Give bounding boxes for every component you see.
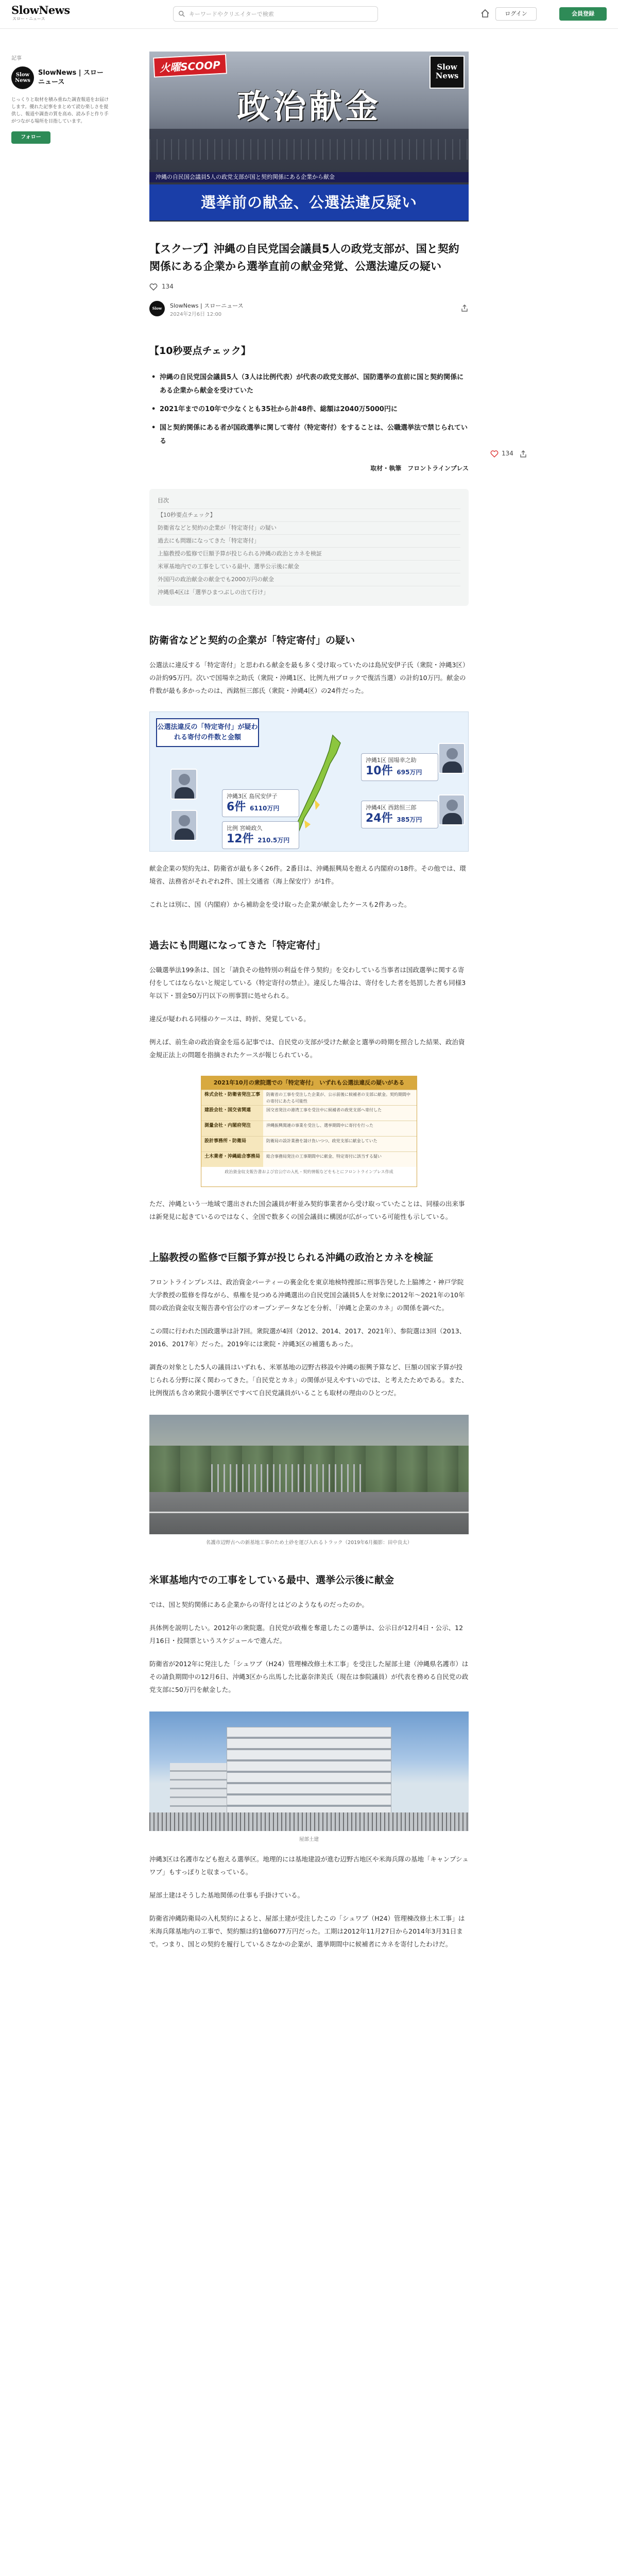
- summary-point: • 2021年までの10年で少なくとも35社から計48件、総額は2040万5000円に: [149, 403, 469, 416]
- table-row: [201, 1090, 417, 1105]
- scoop-badge: 火曜SCOOP: [153, 54, 227, 77]
- photo-caption: 屋部土建: [299, 1837, 319, 1842]
- table-of-contents: [149, 489, 469, 606]
- paragraph: 調査の対象とした5人の議員はいずれも、米軍基地の辺野古移設や沖縄の振興予算など、巨額の国家予算が投じられる分野に深く関わってきた。「自民党とカネ」の関係が見えやすいのでは、と考えたためである。また、比例復活も含め衆院小選挙区ですべて自民党議員がいることも取材の理由のひとつだ。: [149, 1363, 468, 1397]
- hero-title: 政治献金: [237, 88, 381, 126]
- specific-donation-table: [201, 1076, 417, 1187]
- side-reactions: [490, 448, 593, 460]
- paragraph: 公職選挙法199条は、国と「請負その他特別の利益を伴う契約」を交わしている当事者は国政選挙に関する寄付をしてはならないと規定している（特定寄付の禁止）。違反した場合は、寄付をした者を処罰した者も同様3年以下・罰金50万円以下の刑事罰に処せられる。: [149, 966, 466, 999]
- like-count: 134: [162, 283, 174, 290]
- logo-text: SlowNews: [11, 4, 70, 16]
- stat-label: 沖縄4区 西銘恒三郎: [366, 804, 417, 811]
- author-name[interactable]: SlowNews | スローニュース: [170, 302, 244, 309]
- toc-item[interactable]: 【10秒要点チェック】: [158, 509, 460, 521]
- table-cell: 総合事務局発注の工事期間中に献金、特定寄付に該当する疑い: [263, 1152, 417, 1167]
- table-cell-head: 設計事務所・防衛局: [201, 1137, 263, 1151]
- toc-item[interactable]: 外国円の政治献金の献金でも2000万円の献金: [158, 573, 460, 586]
- section-heading: 過去にも問題になってきた「特定寄付」: [149, 940, 326, 951]
- stat-card: [361, 753, 438, 781]
- avatar[interactable]: [11, 66, 34, 89]
- follow-button[interactable]: フォロー: [11, 131, 50, 144]
- paragraph: 防衛省が2012年に発注した「シュワブ（H24）管理棟改修土木工事」を受注した屋部土建（沖縄県名護市）はその請負期間中の12月6日、沖縄3区から出馬した比嘉奈津美氏（現在は参院議員）が代表を務める自民党の政党支部に50万円を献金した。: [149, 1660, 469, 1693]
- login-button[interactable]: ログイン: [495, 7, 537, 21]
- paragraph: この間に行われた国政選挙は計7回。衆院選が4回（2012、2014、2017、2021年）、参院選は3回（2013、2016、2017年）だった。2019年には衆院・沖縄3区の補選もあった。: [149, 1327, 466, 1348]
- avatar-text: Slow News: [15, 72, 30, 83]
- byline: 取材・執筆 フロントラインプレス: [370, 465, 469, 472]
- paragraph: では、国と契約関係にある企業からの寄付とはどのようなものだったのか。: [149, 1601, 369, 1608]
- photo-fence: [149, 1812, 469, 1831]
- toc-item[interactable]: 米軍基地内での工事をしている最中、選挙公示後に献金: [158, 560, 460, 573]
- chart-title: 公選法違反の「特定寄付」が疑われる寄付の件数と金額: [156, 718, 259, 747]
- share-icon[interactable]: [460, 304, 469, 312]
- hero-strip: 沖縄の自民国会議員5人の政党支部が国と契約関係にある企業から献金: [149, 172, 469, 182]
- home-icon[interactable]: [480, 8, 490, 19]
- politician-photo: [438, 794, 465, 825]
- search-box[interactable]: [173, 6, 378, 22]
- stat-label: 沖縄3区 島尻安伊子: [227, 793, 278, 800]
- article-main: [149, 52, 469, 1951]
- stat-value: [362, 764, 438, 779]
- toc-item[interactable]: 沖縄県4区は「選挙ひまつぶしの出て行け」: [158, 586, 460, 599]
- stat-amount: 6110万円: [249, 805, 280, 812]
- stat-card: [222, 821, 299, 849]
- sidebar: [11, 54, 109, 144]
- sidebar-profile[interactable]: [11, 66, 109, 94]
- sidebar-label: 記事: [11, 56, 22, 61]
- toc-heading: 目次: [158, 497, 169, 504]
- table-title: 2021年10月の衆院選での「特定寄付」 いずれも公選法違反の疑いがある: [201, 1076, 417, 1090]
- paragraph: 防衛省沖縄防衛局の入札契約によると、屋部土建が受注したこの「シュワブ（H24）管理棟改修土木工事」は米海兵隊基地内の工事で、契約額は約1億6077万円だった。工期は2012年11月27日から2014年3月31日まで。つまり、国との契約を履行しているさなかの企業が、選挙期間中に候補者にカネを寄付したわけだ。: [149, 1914, 465, 1948]
- paragraph: これとは別に、国（内閣府）から補助金を受け取った企業が献金したケースも2件あった。: [149, 901, 411, 908]
- politician-photo: [438, 743, 465, 774]
- toc-item[interactable]: 防衛省などと契約の企業が「特定寄付」の疑い: [158, 521, 460, 534]
- table-row: [201, 1151, 417, 1167]
- politician-photo: [170, 769, 197, 800]
- signup-button[interactable]: 会員登録: [559, 7, 607, 21]
- table-row: [201, 1121, 417, 1136]
- table-cell: 防衛局の設計業務を請け負いつつ、政党支部に献金していた: [263, 1137, 417, 1151]
- hero-headline: 選挙前の献金、公選法違反疑い: [149, 184, 469, 221]
- paragraph: ただ、沖縄という一地域で選出された国会議員が軒並み契約事業者から受け取っていたことは、同様の出来事は新発見に起きているのではなく、全国で数多くの国会議員に構図が広がっている可能性も示している。: [149, 1200, 465, 1221]
- stat-amount: 385万円: [397, 816, 422, 823]
- table-cell-head: 土木業者・沖縄総合事務局: [201, 1152, 263, 1167]
- slownews-badge: Slow News: [430, 56, 465, 89]
- side-like-count: 134: [502, 450, 513, 457]
- stat-label: 沖縄1区 国場幸之助: [366, 757, 417, 764]
- heart-icon[interactable]: [149, 283, 158, 291]
- photo-road: [149, 1492, 469, 1534]
- photo-gate: [211, 1464, 366, 1493]
- paragraph: 献金企業の契約先は、防衛省が最も多く26件。2番目は、沖縄振興局を抱える内閣府の18件。その他では、環境省、法務省がそれぞれ2件、国土交通省（海上保安庁）が1件。: [149, 865, 466, 885]
- table-cell-head: 測量会社・内閣府発注: [201, 1121, 263, 1136]
- summary-points: [149, 371, 469, 448]
- share-icon[interactable]: [519, 450, 527, 458]
- section-heading: 上脇教授の監修で巨額予算が投じられる沖縄の政治とカネを検証: [149, 1252, 434, 1263]
- paragraph: フロントラインプレスは、政治資金パーティーの裏金化を東京地検特捜部に刑事告発した上脇博之・神戸学院大学教授の監修を得ながら、県権を見つめる沖縄選出の自民党国会議員5人を対象に2012年〜2021年の10年間の政治資金収支報告書や官公庁のオープンデータなどを分析、「沖縄と企業のカネ」の関係を調べた。: [149, 1278, 465, 1312]
- paragraph: 屋部土建はそうした基地関係の仕事も手掛けている。: [149, 1891, 304, 1899]
- top-bar: [0, 0, 618, 29]
- stat-card: [361, 801, 438, 828]
- politician-photo: [170, 810, 197, 841]
- section-heading: 防衛省などと契約の企業が「特定寄付」の疑い: [149, 635, 355, 646]
- summary-point: • 国と契約関係にある者が国政選挙に関して寄付（特定寄付）をすることは、公職選挙法で禁じられている: [149, 421, 469, 448]
- search-input[interactable]: [189, 9, 372, 19]
- stat-count: 24件: [366, 812, 393, 825]
- henoko-truck-photo: [149, 1415, 469, 1534]
- table-cell: 防衛省の工事を受注した企業が、公示前後に候補者の支部に献金。契約期間中の寄付にあたる可能性: [263, 1090, 417, 1105]
- table-cell-head: 建設会社・国交省関連: [201, 1106, 263, 1121]
- photo-building: [227, 1727, 391, 1815]
- donation-chart: [149, 711, 469, 852]
- stat-count: 12件: [227, 833, 254, 845]
- yabu-doken-photo: [149, 1711, 469, 1831]
- table-row: [201, 1136, 417, 1151]
- stat-amount: 210.5万円: [258, 837, 290, 844]
- like-row: [149, 281, 469, 293]
- photo-building: [170, 1763, 232, 1815]
- logo-subtext: スロー・ニュース: [12, 16, 45, 21]
- section-heading: 米軍基地内での工事をしている最中、選挙公示後に献金: [149, 1574, 394, 1586]
- table-row: [201, 1105, 417, 1121]
- heart-icon[interactable]: [490, 450, 499, 458]
- stat-count: 6件: [227, 801, 246, 814]
- site-logo[interactable]: [11, 4, 70, 22]
- search-icon: [178, 10, 185, 18]
- donation-figure: [149, 711, 469, 852]
- toc-item[interactable]: 過去にも問題になってきた「特定寄付」: [158, 534, 460, 547]
- sidebar-author-name[interactable]: SlowNews | スローニュース: [38, 69, 104, 86]
- table-cell: 沖縄振興関連の事業を受注し、選挙期間中に寄付を行った: [263, 1121, 417, 1136]
- author-row: [149, 300, 469, 326]
- sidebar-description: じっくりと取材を積み重ねた調査報道をお届けします。優れた記事をまとめて読む楽しさを提供し、報道や調査の質を高め、読み手と作り手がつながる場所を目指しています。: [11, 97, 109, 124]
- summary-point: • 沖縄の自民党国会議員5人（3人は比例代表）が代表の政党支部が、国防選挙の直前に国と契約関係にある企業から献金を受けていた: [149, 371, 469, 398]
- hero-fence: [149, 139, 469, 160]
- stat-value: [222, 832, 299, 848]
- table-footnote: 政治資金収支報告書および官公庁の入札・契約情報などをもとにフロントラインプレス作成: [225, 1170, 393, 1174]
- stat-label: 比例 宮崎政久: [227, 825, 263, 832]
- table-cell-head: 株式会社・防衛省発注工事: [201, 1090, 263, 1105]
- hero-image: [149, 52, 469, 222]
- paragraph: 沖縄3区は名護市なども抱える選挙区。地理的には基地建設が進む辺野古地区や米海兵隊の基地「キャンプシュワブ」もすっぽりと収まっている。: [149, 1855, 469, 1876]
- paragraph: 公選法に違反する「特定寄付」と思われる献金を最も多く受け取っていたのは島尻安伊子氏（衆院・沖縄3区）の計約95万円。次いで国場幸之助氏（衆院・沖縄1区、比例九州ブロックで復活当選）の計約10万円。献金の件数が最も多かったのは、西銘恒三郎氏（衆院・沖縄4区）の24件だった。: [149, 661, 466, 694]
- summary-heading: 【10秒要点チェック】: [149, 345, 251, 357]
- photo-caption: 名護市辺野古への新基地工事のため土砂を運び入れるトラック（2019年6月撮影：田中良太）: [205, 1540, 413, 1546]
- toc-item[interactable]: 上脇教授の監修で巨額予算が投じられる沖縄の政治とカネを検証: [158, 547, 460, 560]
- stat-amount: 695万円: [397, 769, 422, 776]
- publish-date: 2024年2月6日 12:00: [170, 312, 222, 317]
- photo-road-line: [149, 1512, 469, 1513]
- paragraph: 違反が疑われる同様のケースは、時折、発覚している。: [149, 1015, 310, 1023]
- author-avatar[interactable]: Slow News: [149, 301, 165, 316]
- paragraph: 具体例を説明したい。2012年の衆院選。自民党が政権を奪還したこの選挙は、公示日が12月4日・公示、12月16日・投開票というスケジュールで進んだ。: [149, 1624, 464, 1645]
- stat-card: [222, 789, 299, 817]
- stat-count: 10件: [366, 765, 393, 777]
- article-title: 【スクープ】沖縄の自民党国会議員5人の政党支部が、国と契約関係にある企業から選挙直前の献金発覚、公選法違反の疑い: [149, 243, 459, 273]
- paragraph: 例えば、前生命の政治資金を巡る記事では、自民党の支部が受けた献金と選挙の時期を照合した結果、政治資金規正法上の問題を指摘されたケースが報じられている。: [149, 1038, 465, 1059]
- table-cell: 国交省発注の港湾工事を受注中に候補者の政党支部へ寄付した: [263, 1106, 417, 1121]
- stat-value: [362, 811, 438, 827]
- stat-value: [222, 800, 299, 816]
